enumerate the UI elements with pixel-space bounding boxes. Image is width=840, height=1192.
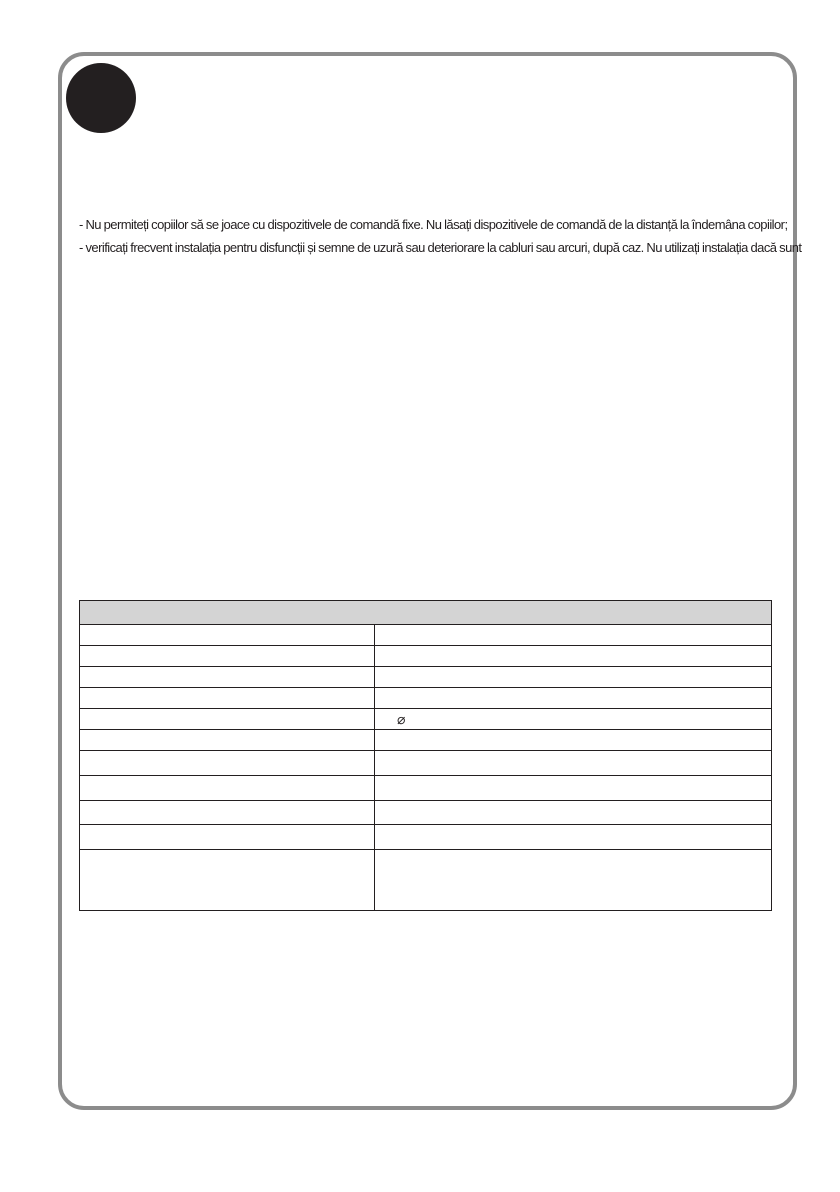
page-frame xyxy=(58,52,802,1110)
table-cell-label xyxy=(80,688,375,709)
table-row xyxy=(80,709,772,730)
table-row xyxy=(80,667,772,688)
safety-instructions xyxy=(79,213,802,259)
table-cell-label xyxy=(80,730,375,751)
table-cell-value xyxy=(375,688,772,709)
table-cell-label xyxy=(80,625,375,646)
table-cell-value xyxy=(375,667,772,688)
technical-specs-table xyxy=(79,600,772,911)
table-row xyxy=(80,801,772,825)
table-cell-label xyxy=(80,825,375,850)
table-row xyxy=(80,730,772,751)
safety-line-1: - Nu permiteți copiilor să se joace cu dispozitivele de comandă fixe. Nu lăsați dispozitivele de comandă de la distanță la îndemâna copiilor; xyxy=(79,217,788,232)
table-row xyxy=(80,625,772,646)
table-cell-value xyxy=(375,646,772,667)
safety-line-2: - verificați frecvent instalația pentru disfuncții și semne de uzură sau deteriorare la cabluri sau arcuri, după caz. Nu utilizați instalația dacă sunt xyxy=(79,240,802,255)
table-cell-value xyxy=(375,625,772,646)
table-cell-label xyxy=(80,646,375,667)
table-cell-value xyxy=(375,730,772,751)
table-row xyxy=(80,850,772,911)
table-cell-value xyxy=(375,751,772,776)
table-row xyxy=(80,688,772,709)
section-badge-icon xyxy=(66,63,136,133)
table-cell-label xyxy=(80,709,375,730)
table-cell-label xyxy=(80,751,375,776)
table-cell-value xyxy=(375,776,772,801)
table-cell-label xyxy=(80,776,375,801)
table-header-cell xyxy=(80,601,772,625)
table-cell-label xyxy=(80,667,375,688)
table-cell-label xyxy=(80,850,375,911)
table-row xyxy=(80,825,772,850)
table-cell-value xyxy=(375,850,772,911)
table-row xyxy=(80,776,772,801)
table-header-row xyxy=(80,601,772,625)
table-row xyxy=(80,646,772,667)
diameter-symbol: ⌀ xyxy=(397,710,406,727)
table-cell-value xyxy=(375,825,772,850)
table-row xyxy=(80,751,772,776)
table-cell-label xyxy=(80,801,375,825)
table-cell-value xyxy=(375,801,772,825)
table-cell-value xyxy=(375,709,772,730)
